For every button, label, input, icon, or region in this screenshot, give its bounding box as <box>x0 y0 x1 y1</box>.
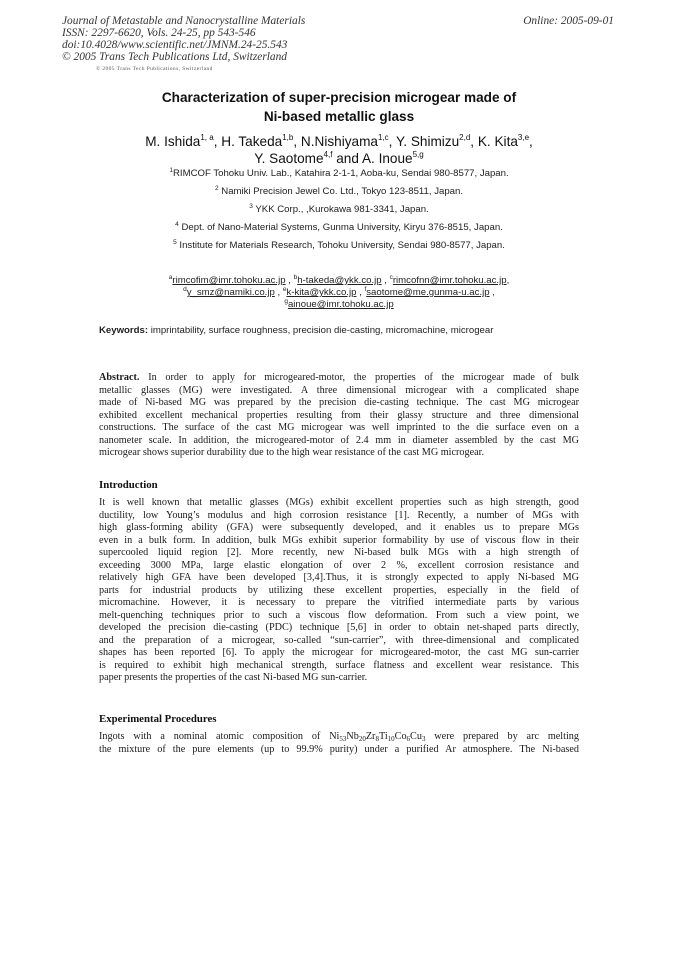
alloy-composition <box>329 731 425 742</box>
author-name: K. Kita <box>477 134 518 149</box>
introduction-line: high glass-forming ability (GFA) were subsequently developed, and it enables us to prepare MGs <box>99 522 579 533</box>
email-sup: c <box>389 274 393 281</box>
keywords-label: Keywords: <box>99 325 149 336</box>
keywords <box>99 325 599 336</box>
affiliation-sup: 5 <box>173 239 177 246</box>
author-name: N.Nishiyama <box>300 134 378 149</box>
author-name: Y. Shimizu <box>395 134 460 149</box>
author-affil-sup: 1, a <box>200 133 214 142</box>
affiliation-3 <box>0 204 678 215</box>
section-heading-experimental: Experimental Procedures <box>99 713 217 725</box>
email-sup: d <box>183 286 187 293</box>
abstract <box>99 372 579 460</box>
introduction-line: ductility, low Young’s modulus and high corrosion resistance [1]. Recently, a number of MGs with <box>99 509 579 521</box>
element: Ni <box>329 731 340 742</box>
online-date: Online: 2005-09-01 <box>523 15 614 27</box>
abstract-line: exhibited excellent mechanical properties resulting from their glassy structure and three dimensional <box>99 409 579 421</box>
journal-copyright: © 2005 Trans Tech Publications Ltd, Switzerland <box>62 51 287 63</box>
author-affil-sup: 2,d <box>459 133 471 142</box>
introduction-line: shapes has been reported [6]. To apply the microgear for microgeared-motor, the cast MG sun-carrier <box>99 647 579 658</box>
affiliation-2 <box>0 186 678 197</box>
abstract-text: In order to apply for microgeared-motor, the properties of the microgear made of bulk <box>148 372 579 383</box>
experimental-text: were prepared by arc melting <box>425 731 579 742</box>
author-affil-sup: 4,f <box>323 150 333 159</box>
affiliation-sup: 2 <box>214 185 219 192</box>
email-sup: e <box>282 286 287 293</box>
author-affil-sup: 5,g <box>412 150 424 159</box>
author-joiner: and <box>336 151 359 166</box>
affiliation-text: Dept. of Nano-Material Systems, Gunma University, Kiryu 376-8515, Japan. <box>181 222 503 233</box>
element: Nb <box>346 731 359 742</box>
abstract-line: constructions. The surface of the cast MG microgear was well imprinted to the die surface even on a <box>99 422 579 433</box>
element: Zr <box>365 731 376 742</box>
scan-copyright-mark: © 2005 Trans Tech Publications, Switzerland <box>96 66 213 72</box>
email-link[interactable]: y_smz@namiki.co.jp <box>186 287 275 298</box>
introduction-line: micromachine. However, it is necessary to prepare the vitrified intermediate parts by various <box>99 597 579 608</box>
email-link[interactable]: h-takeda@ykk.co.jp <box>297 275 382 286</box>
journal-name: Journal of Metastable and Nanocrystalline Materials <box>62 15 306 27</box>
author-affil-sup: 1,c <box>377 133 389 142</box>
element: Ti <box>378 731 388 742</box>
journal-doi: doi:10.4028/www.scientific.net/JMNM.24-25.543 <box>62 39 288 51</box>
affiliation-text: Institute for Materials Research, Tohoku University, Sendai 980-8577, Japan. <box>179 240 505 251</box>
introduction-line: relatively high GFA have been developed [3,4].Thus, it is strongly expected to apply Ni-based MG <box>99 572 579 583</box>
email-sup: g <box>284 298 288 305</box>
element-count: 3 <box>421 735 426 743</box>
abstract-line: microgear shows superior durability due to the high wear resistance of the cast MG microgear. <box>99 447 485 458</box>
author-list-line-2 <box>0 149 678 168</box>
experimental-body <box>99 731 579 756</box>
affiliation-text: RIMCOF Tohoku Univ. Lab., Katahira 2-1-1, Aoba-ku, Sendai 980-8577, Japan. <box>173 168 509 179</box>
experimental-line <box>99 731 579 744</box>
introduction-line: paper presents the properties of the cast Ni-based MG sun-carrier. <box>99 672 368 683</box>
author-list-line-1: M. Ishida$^{1, a}$, H. Takeda$^{1,b}$, N.Nishiyama$^{1,c}$, Y. Shimizu$^{2,d}$, K. Kita$^{3,e}$, <box>145 133 533 149</box>
section-heading-introduction: Introduction <box>99 479 158 491</box>
affiliation-sup: 1 <box>169 167 173 174</box>
paper-title-line-1: Characterization of super-precision microgear made of <box>161 90 517 105</box>
affiliation-sup: 4 <box>175 221 179 228</box>
element-count: 10 <box>387 735 395 743</box>
author-name: Y. Saotome <box>254 151 324 166</box>
affiliation-4 <box>0 222 678 233</box>
abstract-line: metallic glasses (MG) were investigated. A three dimensional microgear with a complicated shape <box>99 384 579 396</box>
introduction-line: parts for industrial products by utilizing these excellent properties, especially in the field of <box>99 584 579 596</box>
introduction-line: developed the precision die-casting (PDC) technique [5,6] in order to obtain net-shaped parts directly, <box>99 622 579 633</box>
affiliation-text: YKK Corp., ,Kurokawa 981-3341, Japan. <box>255 204 429 215</box>
affiliation-sup: 3 <box>249 203 253 210</box>
element-count: 8 <box>375 735 379 743</box>
affiliation-5 <box>0 240 678 251</box>
email-sup: f <box>364 286 367 293</box>
abstract-label: Abstract. <box>99 372 140 383</box>
email-line-3 <box>0 299 678 310</box>
introduction-line: melt-quenching techniques prior to such a viscous flow deformation. From such a view point, we <box>99 609 579 621</box>
element-count: 20 <box>358 735 366 743</box>
abstract-line <box>99 372 579 385</box>
experimental-line: the mixture of the pure elements (up to 99.9% purity) under a purified Ar atmosphere. The Ni-based <box>99 743 579 755</box>
affiliation-1 <box>0 168 678 179</box>
author-affil-sup: 3,e <box>517 133 530 142</box>
email-link[interactable]: rimcofim@imr.tohoku.ac.jp <box>172 275 286 286</box>
affiliation-text: Namiki Precision Jewel Co. Ltd., Tokyo 123-8511, Japan. <box>221 186 464 197</box>
email-line-2: $^d$y_smz@namiki.co.jp , $^e$k-kita@ykk.co.jp , $^f$saotome@me.gunma-u.ac.jp , <box>183 286 495 298</box>
element: Cu <box>410 731 422 742</box>
introduction-line: It is well known that metallic glasses (MGs) exhibit excellent properties such as high strength, good <box>99 497 579 508</box>
introduction-line: is required to exhibit high mechanical strength, surface flatness and excellent wear resistance. This <box>99 659 579 671</box>
email-link[interactable]: ainoue@imr.tohoku.ac.jp <box>287 299 394 310</box>
email-line-1: $^a$rimcofim@imr.tohoku.ac.jp , $^b$h-takeda@ykk.co.jp , $^c$rimcofnn@imr.tohoku.ac.jp, <box>168 274 510 286</box>
introduction-line: exceeding 3000 MPa, large elastic elongation of over 2 %, excellent corrosion resistance and <box>99 559 579 571</box>
introduction-line: supercooled liquid region [2]. More recently, new Ni-based bulk MGs with a high strength of <box>99 547 579 558</box>
email-sup: a <box>168 274 173 281</box>
introduction-line: and the preparation of a microgear, so-called “sun-carrier”, with three-dimensional and complicated <box>99 634 579 646</box>
keywords-text: imprintability, surface roughness, precision die-casting, micromachine, microgear <box>150 325 494 336</box>
journal-header <box>62 15 442 63</box>
experimental-text: Ingots with a nominal atomic composition of <box>99 731 330 742</box>
email-sup: b <box>293 274 298 281</box>
email-link[interactable]: saotome@me.gunma-u.ac.jp <box>366 287 490 298</box>
journal-issn: ISSN: 2297-6620, Vols. 24-25, pp 543-546 <box>62 27 256 39</box>
element-count: 53 <box>339 735 347 743</box>
author-name: A. Inoue <box>361 151 413 166</box>
introduction-line: even in a bulk form. In addition, bulk MGs exhibit superior formability by use of viscous flow in their <box>99 534 579 546</box>
email-link[interactable]: k-kita@ykk.co.jp <box>286 287 357 298</box>
abstract-line: nanometer scale. In addition, the microgeared-motor of 2.4 mm in diameter assembled by the cast MG <box>99 434 579 446</box>
author-affil-sup: 1,b <box>282 133 294 142</box>
abstract-line: made of Ni-based MG was prepared by the precision die-casting technique. The cast MG microgear <box>99 397 579 408</box>
element-count: 6 <box>406 735 411 743</box>
paper-title-line-2: Ni-based metallic glass <box>263 109 415 124</box>
author-name: M. Ishida <box>145 134 201 149</box>
introduction-body <box>99 497 579 685</box>
email-link[interactable]: rimcofnn@imr.tohoku.ac.jp <box>392 275 507 286</box>
author-name: H. Takeda <box>221 134 283 149</box>
element: Co <box>394 731 407 742</box>
